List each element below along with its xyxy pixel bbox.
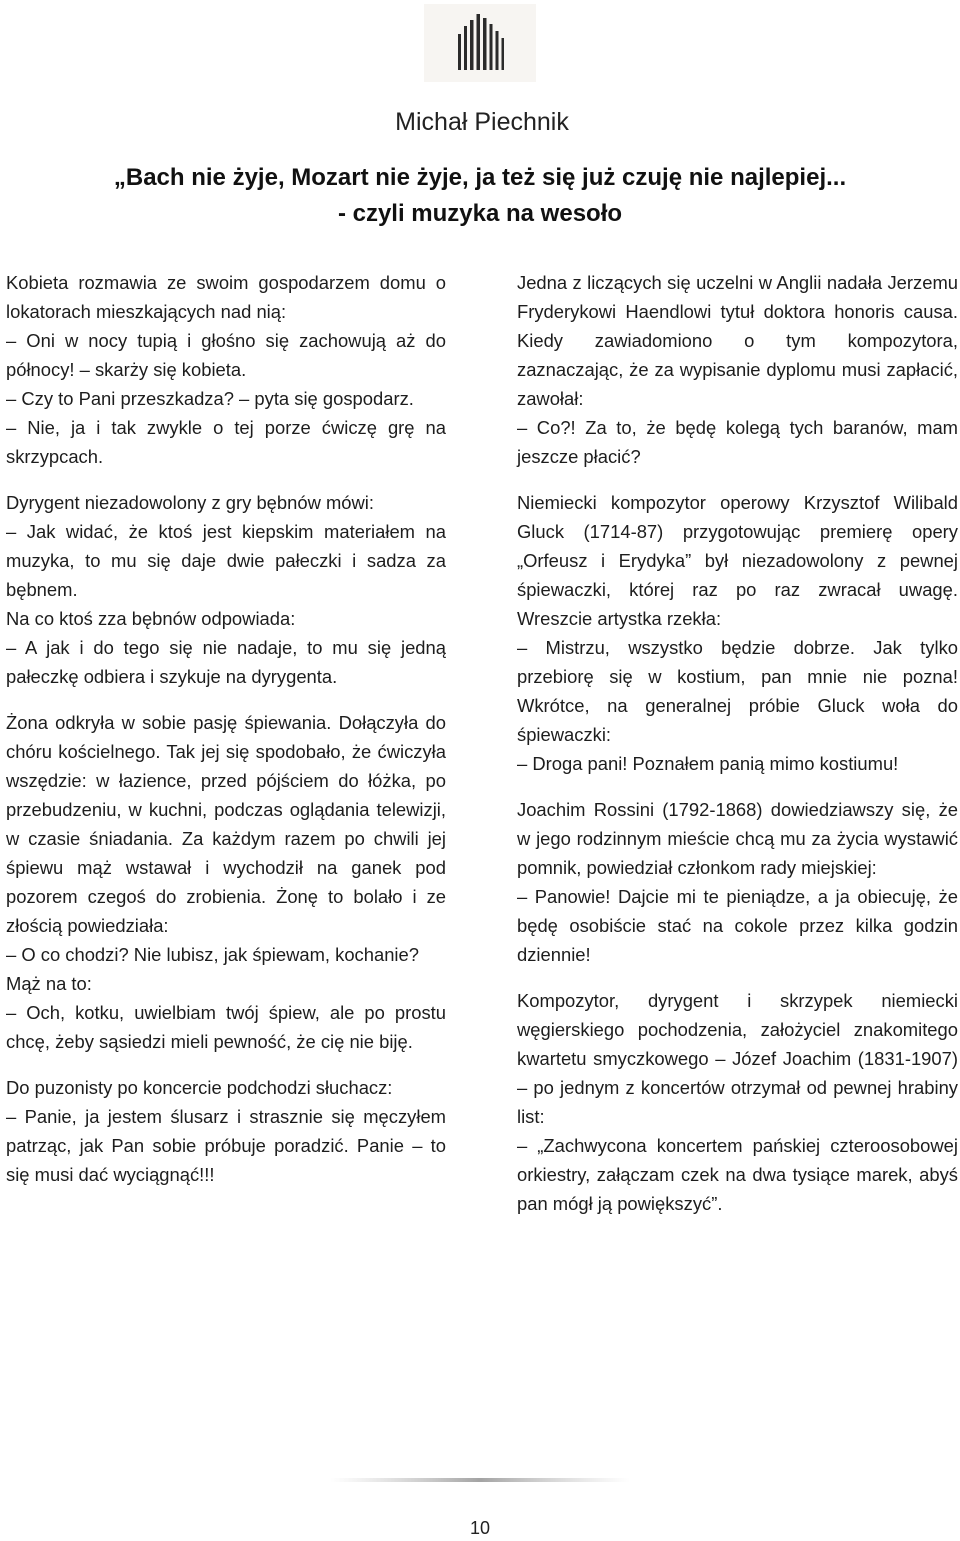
paragraph: – „Zachwycona koncertem pańskiej czteroosobowej orkiestry, załączam czek na dwa tysiące marek, abyś pan mógł ją powiększyć”. xyxy=(517,1135,958,1214)
paragraph: – Oni w nocy tupią i głośno się zachowują aż do północy! – skarży się kobieta. xyxy=(6,330,446,380)
title-line-2: - czyli muzyka na wesoło xyxy=(337,200,623,227)
right-column xyxy=(517,268,958,1218)
paragraph: Na co ktoś zza bębnów odpowiada: xyxy=(6,608,296,629)
paragraph: Kompozytor, dyrygent i skrzypek niemiecki węgierskiego pochodzenia, założyciel znakomitego kwartetu smyczkowego – Józef Joachim (1831-1907) – po jednym z koncertów otrzymał od pewnej hrabiny list: xyxy=(517,990,958,1127)
paragraph: – Droga pani! Poznałem panią mimo kostiumu! xyxy=(517,753,899,774)
paragraph: – Czy to Pani przeszkadza? – pyta się gospodarz. xyxy=(6,388,414,409)
paragraph: – Nie, ja i tak zwykle o tej porze ćwiczę grę na skrzypcach. xyxy=(6,417,446,467)
paragraph: – O co chodzi? Nie lubisz, jak śpiewam, kochanie? xyxy=(6,944,419,965)
left-column xyxy=(6,268,446,1189)
paragraph: – Co?! Za to, że będę kolegą tych baranów, mam jeszcze płacić? xyxy=(517,417,958,467)
article-title xyxy=(0,160,960,232)
paragraph: Niemiecki kompozytor operowy Krzysztof Wilibald Gluck (1714-87) przygotowując premierę opery „Orfeusz i Erydyka” był niezadowolony z pewnej śpiewaczki, której raz po raz zwracał uwagę. Wreszcie artystka rzekła: xyxy=(517,492,958,629)
organ-pipes-logo-icon xyxy=(424,4,536,82)
paragraph: – Panowie! Dajcie mi te pieniądze, a ja obiecuję, że będę osobiście stać na cokole przez kilka godzin dziennie! xyxy=(517,886,958,965)
paragraph: Mąż na to: xyxy=(6,973,92,994)
paragraph: – Mistrzu, wszystko będzie dobrze. Jak tylko przebiorę się w kostium, pan mnie nie pozna! Wkrótce, na generalnej próbie Gluck woła do śpiewaczki: xyxy=(517,637,958,745)
organ-pipes-svg xyxy=(424,4,536,82)
paragraph: Żona odkryła w sobie pasję śpiewania. Dołączyła do chóru kościelnego. Tak jej się spodobało, że ćwiczyła wszędzie: w łazience, przed pójściem do łóżka, po przebudzeniu, w kuchni, podczas oglądania telewizji, w czasie śniadania. Za każdym razem po chwili jej śpiewu mąż wstawał i wychodził na ganek pod pozorem czegoś do zrobienia. Żonę to bolało i ze złością powiedziała: xyxy=(6,712,446,936)
paragraph: Kobieta rozmawia ze swoim gospodarzem domu o lokatorach mieszkających nad nią: xyxy=(6,272,446,322)
author-name: Michał Piechnik xyxy=(395,108,569,136)
paragraph: – Jak widać, że ktoś jest kiepskim materiałem na muzyka, to mu się daje dwie pałeczki i sadza za bębnem. xyxy=(6,521,446,600)
footer-divider xyxy=(330,1476,630,1484)
paragraph: Jedna z liczących się uczelni w Anglii nadała Jerzemu Fryderykowi Haendlowi tytuł doktora honoris causa. Kiedy zawiadomiono o tym kompozytora, zaznaczając, że za wypisanie dyplomu musi zapłacić, zawołał: xyxy=(517,272,958,409)
paragraph: – A jak i do tego się nie nadaje, to mu się jedną pałeczkę odbiera i szykuje na dyrygenta. xyxy=(6,637,446,687)
title-line-1: „Bach nie żyje, Mozart nie żyje, ja też się już czuję nie najlepiej... xyxy=(113,164,847,191)
paragraph: – Och, kotku, uwielbiam twój śpiew, ale po prostu chcę, żeby sąsiedzi mieli pewność, że cię nie biję. xyxy=(6,1002,446,1052)
paragraph: Dyrygent niezadowolony z gry bębnów mówi: xyxy=(6,492,374,513)
paragraph: – Panie, ja jestem ślusarz i strasznie się męczyłem patrząc, jak Pan sobie próbuje poradzić. Panie – to się musi dać wyciągnąć!!! xyxy=(6,1106,446,1185)
paragraph: Do puzonisty po koncercie podchodzi słuchacz: xyxy=(6,1077,393,1098)
page-number: 10 xyxy=(469,1518,491,1538)
paragraph: Joachim Rossini (1792-1868) dowiedziawszy się, że w jego rodzinnym mieście chcą mu za życia wystawić pomnik, powiedział członkom rady miejskiej: xyxy=(517,799,958,878)
